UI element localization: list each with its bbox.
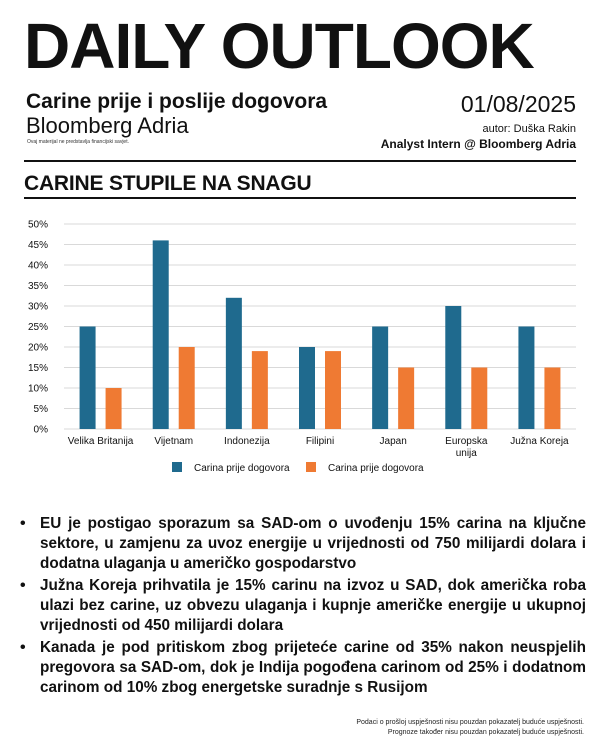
y-tick-label: 35% xyxy=(27,281,48,292)
bar xyxy=(398,368,414,430)
bar xyxy=(299,347,315,429)
y-tick-label: 30% xyxy=(27,301,48,313)
footer-disclaimer xyxy=(356,718,584,738)
x-tick-label: Vijetnam xyxy=(154,436,194,447)
bar xyxy=(80,327,96,430)
y-tick-label: 50% xyxy=(27,219,48,231)
bar xyxy=(518,327,534,430)
y-tick-label: 5% xyxy=(33,404,48,415)
y-tick-label: 0% xyxy=(33,424,48,436)
header-divider xyxy=(24,160,576,162)
x-tick-label: Velika Britanija xyxy=(67,436,134,447)
tariff-bar-chart xyxy=(0,210,600,490)
bullet-item-canada: • Kanada je pod pritiskom zbog prijeteće carine od 35% nakon neuspjelih pregovora sa SAD-om, dok je Indija pogođena carinom od 25% i dodatnom carinom od 10% zbog energetske suradnje s Rusijom xyxy=(20,638,586,698)
bar xyxy=(226,298,242,429)
bar xyxy=(179,347,195,429)
bar xyxy=(106,388,122,429)
bar xyxy=(325,351,341,429)
y-tick-label: 40% xyxy=(27,260,48,272)
masthead-title: DAILY OUTLOOK xyxy=(24,10,534,82)
x-tick-label: unija xyxy=(455,448,477,459)
legend-swatch xyxy=(172,462,182,472)
report-subtitle: Carine prije i poslije dogovora xyxy=(26,90,328,113)
legend-swatch xyxy=(306,462,316,472)
bar xyxy=(153,240,169,429)
disclaimer-note: Ovaj materijal ne predstavlja financijski savjet. xyxy=(27,139,129,145)
x-tick-label: Europska xyxy=(445,436,488,447)
x-tick-label: Južna Koreja xyxy=(510,436,569,447)
bar xyxy=(372,327,388,430)
bar xyxy=(445,306,461,429)
y-tick-label: 25% xyxy=(27,322,48,333)
legend-label: Carina prije dogovora xyxy=(194,463,290,474)
key-points-list xyxy=(20,514,586,700)
bar xyxy=(471,368,487,430)
x-tick-label: Japan xyxy=(379,436,407,447)
bullet-item-south-korea: • Južna Koreja prihvatila je 15% carinu na izvoz u SAD, dok američka roba ulazi bez carine, uz obvezu ulaganja i kupnje američke energije u ukupnoj vrijednosti od 450 milijardi dolara xyxy=(20,576,586,636)
bar xyxy=(544,368,560,430)
x-tick-label: Indonezija xyxy=(224,436,270,447)
x-tick-label: Filipini xyxy=(305,436,335,447)
footer-line-2: Prognoze također nisu pouzdan pokazatelj buduće uspješnosti. xyxy=(387,729,584,736)
brand-name: Bloomberg Adria xyxy=(26,113,189,138)
legend-label: Carina prije dogovora xyxy=(328,463,424,474)
bullet-item-eu: • EU je postigao sporazum sa SAD-om o uvođenju 15% carina na ključne sektore, u zamjenu za uvoz energije u vrijednosti od 750 milijardi dolara i dodatna ulaganja u američko gospodarstvo xyxy=(20,514,586,574)
section-divider xyxy=(24,197,576,199)
y-tick-label: 20% xyxy=(27,342,48,354)
report-date: 01/08/2025 xyxy=(460,91,576,117)
author-name: autor: Duška Rakin xyxy=(482,123,576,135)
author-role: Analyst Intern @ Bloomberg Adria xyxy=(380,137,576,151)
bar xyxy=(252,351,268,429)
y-tick-label: 10% xyxy=(27,383,48,395)
section-title: CARINE STUPILE NA SNAGU xyxy=(24,172,312,195)
y-tick-label: 15% xyxy=(27,363,48,374)
footer-line-1: Podaci o prošlој uspješnosti nisu pouzdan pokazatelj buduće uspješnosti. xyxy=(356,719,584,726)
y-tick-label: 45% xyxy=(27,240,48,251)
